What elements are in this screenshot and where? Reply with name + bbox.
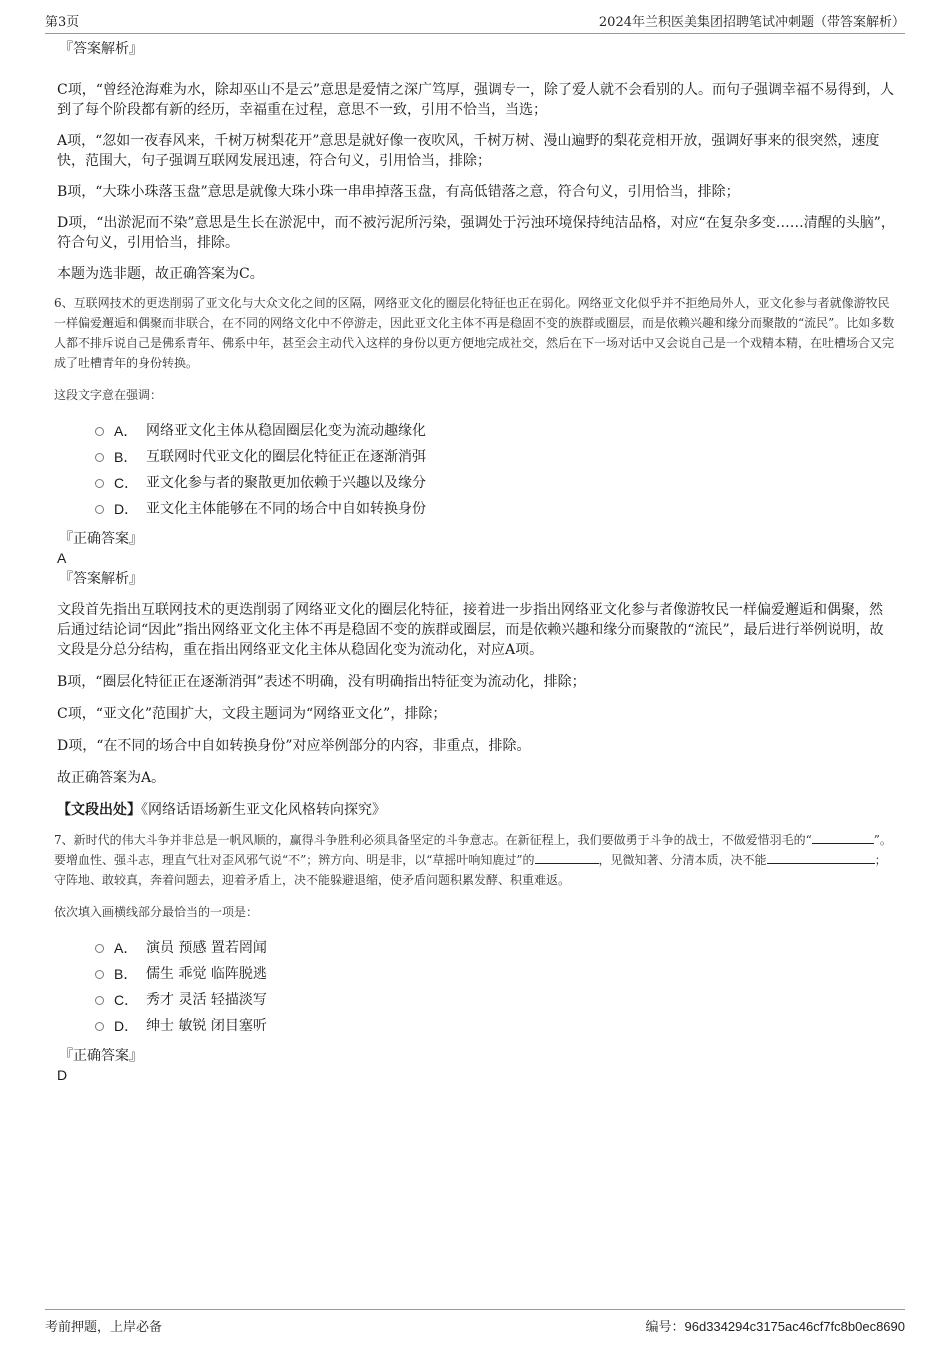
q7-option-b[interactable]: B． 儒生 乖觉 临阵脱逃 [95,961,895,987]
page-header [45,12,905,34]
q6-analysis-para: D项，“在不同的场合中自如转换身份”对应举例部分的内容，非重点，排除。 [57,738,531,754]
q5-analysis-para: D项，“出淤泥而不染”意思是生长在淤泥中，而不被污泥所污染，强调处于污浊环境保持纯洁品格，对应“在复杂多变……清醒的头脑”，符合句义，引用恰当，排除。 [57,215,895,251]
q6-analysis-para: B项，“圈层化特征正在逐渐消弭”表述不明确，没有明确指出特征变为流动化，排除； [57,674,586,690]
radio-icon[interactable] [95,970,104,979]
q6-option-a[interactable]: A． 网络亚文化主体从稳固圈层化变为流动趣缘化 [95,418,895,444]
q5-analysis-para: C项，“曾经沧海难为水，除却巫山不是云”意思是爱情之深广笃厚，强调专一，除了爱人就不会看别的人。而句子强调幸福不易得到，人到了每个阶段都有新的经历，幸福重在过程，意思不一致，引用不恰当，当选； [57,82,895,118]
q7-option-d[interactable]: D． 绅士 敏锐 闭目塞听 [95,1013,895,1039]
radio-icon[interactable] [95,505,104,514]
q6-conclusion: 故正确答案为A。 [57,770,166,786]
q6-options [57,418,895,522]
q6-option-b[interactable]: B． 互联网时代亚文化的圈层化特征正在逐渐消弭 [95,444,895,470]
q7-question: 依次填入画横线部分最恰当的一项是： [54,905,259,919]
radio-icon[interactable] [95,479,104,488]
page-number: 第3页 [45,15,80,30]
q7-option-a[interactable]: A． 演员 预感 置若罔闻 [95,935,895,961]
page-footer [45,1309,905,1335]
q6-source [57,800,895,820]
q6-analysis-para: 文段首先指出互联网技术的更迭削弱了网络亚文化的圈层化特征，接着进一步指出网络亚文化参与者像游牧民一样偏爱邂逅和偶聚，然后通过结论词“因此”指出网络亚文化主体不再是稳固不变的族群或圈层，而是依赖兴趣和缘分而聚散的“流民”，最后进行举例说明，故文段是分总分结构，重在指出网络亚文化主体从稳固化变为流动化，对应A项。 [57,602,884,658]
footer-slogan: 考前押题，上岸必备 [45,1320,163,1335]
radio-icon[interactable] [95,996,104,1005]
q6-analysis-label: 『答案解析』 [59,571,143,587]
q5-analysis-para: A项，“忽如一夜春风来，千树万树梨花开”意思是就好像一夜吹风，千树万树、漫山遍野的梨花竞相开放，强调好事来的很突然，速度快，范围大，句子强调互联网发展迅速，符合句义，引用恰当，排除； [57,133,880,169]
radio-icon[interactable] [95,453,104,462]
q6-question: 这段文字意在强调： [54,388,163,402]
q5-analysis-label: 『答案解析』 [59,41,143,57]
q6-correct-answer: A [57,550,67,566]
q5-conclusion: 本题为选非题，故正确答案为C。 [57,266,264,282]
source-label: 【文段出处】 [57,802,141,818]
document-title: 2024年兰积医美集团招聘笔试冲刺题（带答案解析） [598,15,905,30]
serial-code: 96d334294c3175ac46cf7fc8b0ec8690 [684,1319,905,1334]
radio-icon[interactable] [95,1022,104,1031]
radio-icon[interactable] [95,944,104,953]
q7-stem: 7、新时代的伟大斗争并非总是一帆风顺的，赢得斗争胜利必须具备坚定的斗争意志。在新征程上，我们要做勇于斗争的战士，不做爱惜羽毛的“ ”。要增血性、强斗志，理直气壮对歪风邪气说“不”；辨方向、明是非，以“草摇叶响知鹿过”的 ，见微知著、分清本质，决不能 ；守阵地、敢较真，奔着问题去，迎着矛盾上，决不能躲避退缩，使矛盾问题积累发酵、积重难返。 [54,833,892,887]
q6-stem: 6、互联网技术的更迭削弱了亚文化与大众文化之间的区隔，网络亚文化的圈层化特征也正在弱化。网络亚文化似乎并不拒绝局外人，亚文化参与者就像游牧民一样偏爱邂逅和偶聚而非联合，在不同的网络文化中不停游走，因此亚文化主体不再是稳固不变的族群或圈层，而是依赖兴趣和缘分而聚散的“流民”。比如多数人都不排斥说自己是佛系青年、佛系中年，甚至会主动代入这样的身份以更方便地完成社交，然后在下一场对话中又会说自己是一个戏精本精，在吐槽场合又完成了吐槽青年的身份转换。 [54,296,895,370]
q6-correct-label: 『正确答案』 [59,531,143,547]
q5-analysis-para: B项，“大珠小珠落玉盘”意思是就像大珠小珠一串串掉落玉盘，有高低错落之意，符合句义，引用恰当，排除； [57,184,740,200]
fill-blank-3 [767,851,875,864]
q7-correct-answer: D [57,1067,68,1083]
footer-serial [646,1316,906,1335]
page-content [54,40,895,1084]
source-title: 《网络话语场新生亚文化风格转向探究》 [141,802,386,818]
q7-option-c[interactable]: C． 秀才 灵活 轻描淡写 [95,987,895,1013]
serial-label: 编号： [645,1320,685,1335]
q6-analysis-para: C项，“亚文化”范围扩大，文段主题词为“网络亚文化”，排除； [57,706,447,722]
q6-option-c[interactable]: C． 亚文化参与者的聚散更加依赖于兴趣以及缘分 [95,470,895,496]
q7-options [57,935,895,1039]
fill-blank-1 [812,831,874,844]
q7-correct-label: 『正确答案』 [59,1048,143,1064]
radio-icon[interactable] [95,427,104,436]
fill-blank-2 [535,851,599,864]
q6-option-d[interactable]: D． 亚文化主体能够在不同的场合中自如转换身份 [95,496,895,522]
